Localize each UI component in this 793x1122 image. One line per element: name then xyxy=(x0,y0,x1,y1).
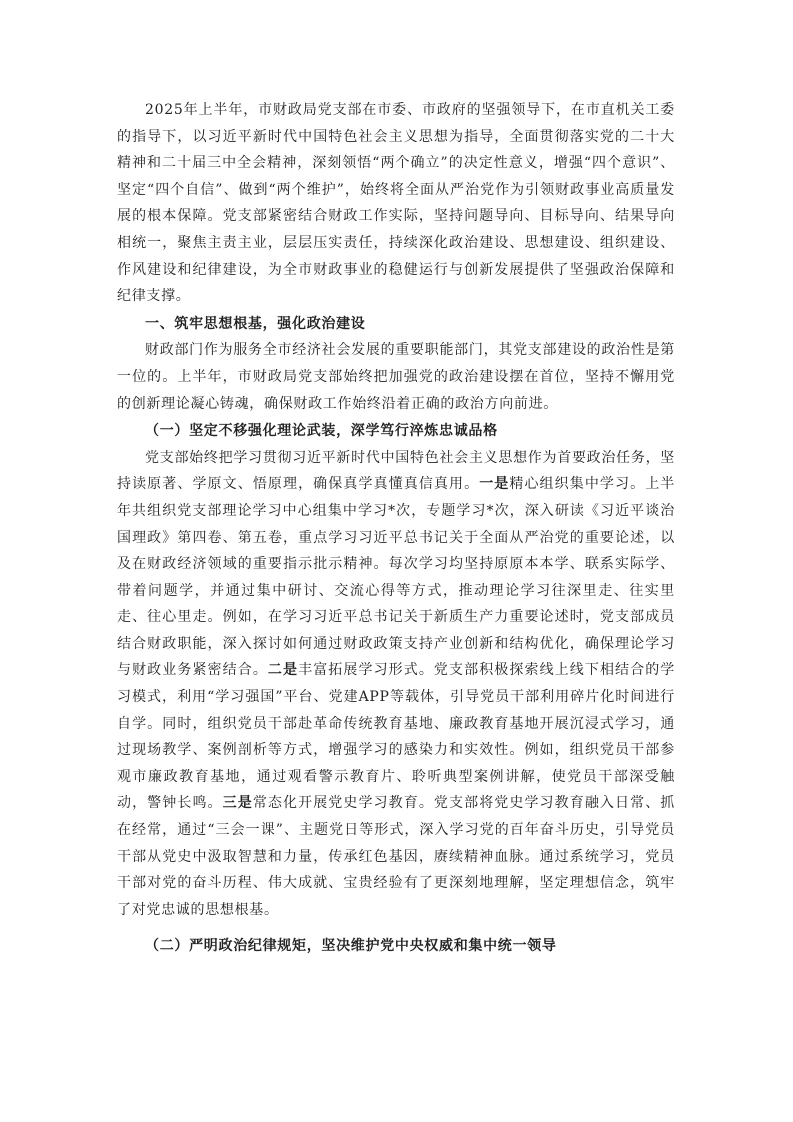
point-1-text: 精心组织集中学习。上半年共组织党支部理论学习中心组集中学习*次，专题学习*次，深入研读《习近平谈治国理政》第四卷、第五卷，重点学习习近平总书记关于全面从严治党的重要论述，以及在财政经济领域的重要指示批示精神。每次学习均坚持原原本本学、联系实际学、带着问题学，并通过集中研讨、交流心得等方式，推动理论学习往深里走、往实里走、往心里走。例如，在学习习近平总书记关于新质生产力重要论述时，党支部成员结合财政职能，深入探讨如何通过财政政策支持产业创新和结构优化，确保理论学习与财政业务紧密结合。 xyxy=(117,476,675,679)
point-3-text: 常态化开展党史学习教育。党支部将党史学习教育融入日常、抓在经常，通过“三会一课”、主题党日等形式，深入学习党的百年奋斗历史，引导党员干部从党史中汲取智慧和力量，传承红色基因，赓续精神血脉。通过系统学习，党员干部对党的奋斗历程、伟大成就、宝贵经验有了更深刻地理解，坚定理想信念，筑牢了对党忠诚的思想根基。 xyxy=(117,795,675,918)
point-2-text: 丰富拓展学习形式。党支部积极探索线上线下相结合的学习模式，利用“学习强国”平台、党建APP等载体，引导党员干部利用碎片化时间进行自学。同时，组织党员干部赴革命传统教育基地、廉政教育基地开展沉浸式学习，通过现场教学、案例剖析等方式，增强学习的感染力和实效性。例如，组织党员干部参观市廉政教育基地，通过观看警示教育片、聆听典型案例讲解，使党员干部深受触动，警钟长鸣。 xyxy=(117,662,676,812)
subsection-1-paragraph xyxy=(117,445,675,924)
point-marker-2: 二是 xyxy=(267,662,299,679)
subsection-1-opening-text: 党支部始终把学习贯彻习近平新时代中国特色社会主义思想作为首要政治任务，坚持读原著、学原文、悟原理，确保真学真懂真信真用。 xyxy=(117,449,675,493)
point-marker-1: 一是 xyxy=(479,476,510,493)
intro-paragraph: 2025年上半年，市财政局党支部在市委、市政府的坚强领导下，在市直机关工委的指导下，以习近平新时代中国特色社会主义思想为指导，全面贯彻落实党的二十大精神和二十届三中全会精神，深刻领悟“两个确立”的决定性意义，增强“四个意识”、坚定“四个自信”、做到“两个维护”，始终将全面从严治党作为引领财政事业高质量发展的根本保障。党支部紧密结合财政工作实际，坚持问题导向、目标导向、结果导向相统一，聚焦主责主业，层层压实责任，持续深化政治建设、思想建设、组织建设、作风建设和纪律建设，为全市财政事业的稳健运行与创新发展提供了坚强政治保障和纪律支撑。 xyxy=(117,102,675,305)
subsection-2-heading: （二）严明政治纪律规矩，坚决维护党中央权威和集中统一领导 xyxy=(145,938,557,955)
section-1-heading: 一、筑牢思想根基，强化政治建设 xyxy=(145,315,366,332)
document-body xyxy=(117,97,675,960)
subsection-1-heading: （一）坚定不移强化理论武装，深学笃行淬炼忠诚品格 xyxy=(145,423,498,440)
point-marker-3: 三是 xyxy=(222,795,253,812)
section-1-intro-paragraph: 财政部门作为服务全市经济社会发展的重要职能部门，其党支部建设的政治性是第一位的。上半年，市财政局党支部始终把加强党的政治建设摆在首位，坚持不懈用党的创新理论凝心铸魂，确保财政工作始终沿着正确的政治方向前进。 xyxy=(117,342,675,412)
